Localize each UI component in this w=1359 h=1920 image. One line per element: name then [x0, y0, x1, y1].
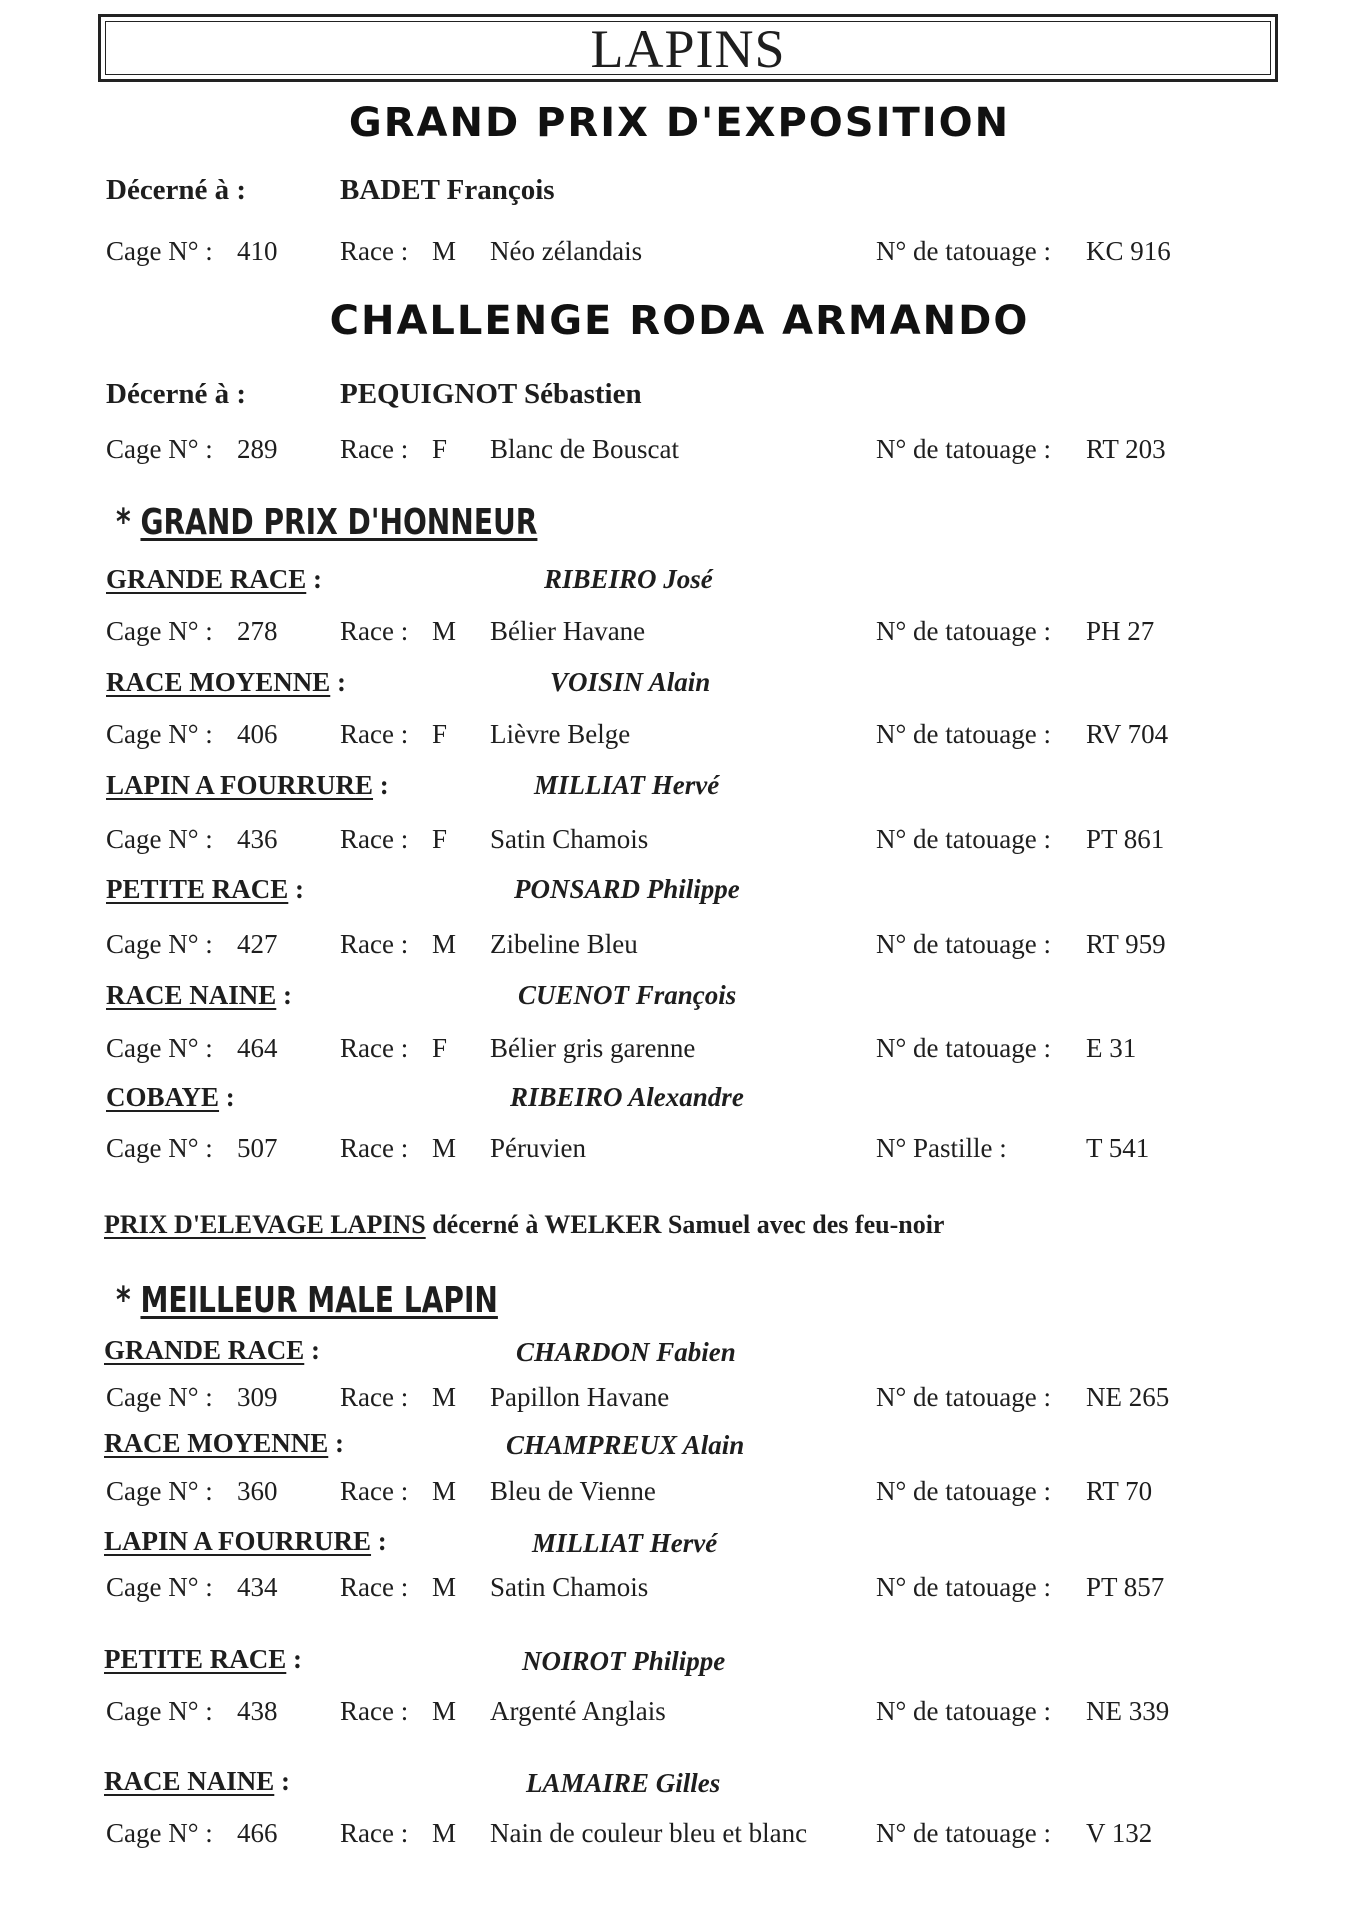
- entry-detail-row: [0, 616, 1359, 656]
- title-box: [98, 14, 1278, 82]
- winner-name: MILLIAT Hervé: [532, 1528, 718, 1558]
- tattoo-label: N° de tatouage :: [876, 1033, 1051, 1063]
- sex-value: F: [432, 824, 448, 854]
- winner-name: LAMAIRE Gilles: [526, 1768, 721, 1798]
- winner-name: VOISIN Alain: [550, 667, 711, 697]
- entry-detail-row: [0, 719, 1359, 759]
- tattoo-value: PT 861: [1086, 824, 1165, 854]
- winner-name: CHAMPREUX Alain: [506, 1430, 745, 1460]
- category-label: GRANDE RACE :: [106, 564, 323, 594]
- tattoo-label: N° de tatouage :: [876, 1476, 1051, 1506]
- grand-prix-exposition-heading: GRAND PRIX D'EXPOSITION: [348, 100, 1011, 146]
- elevage-prize-line: [104, 1210, 944, 1240]
- tattoo-value: T 541: [1086, 1133, 1150, 1163]
- challenge-winner-row: [0, 378, 1359, 418]
- sex-value: M: [432, 1133, 457, 1163]
- sex-value: F: [432, 434, 448, 464]
- cage-number: 507: [237, 1133, 278, 1163]
- challenge-detail-row: [0, 434, 1359, 474]
- tattoo-value: V 132: [1086, 1818, 1153, 1848]
- race-label: Race :: [340, 1476, 409, 1506]
- elevage-prize-title: PRIX D'ELEVAGE LAPINS: [104, 1210, 426, 1239]
- winner-name: PEQUIGNOT Sébastien: [340, 378, 642, 410]
- category-label: GRANDE RACE :: [104, 1335, 321, 1365]
- tattoo-label: N° de tatouage :: [876, 719, 1051, 749]
- breed-value: Argenté Anglais: [490, 1696, 666, 1726]
- race-label: Race :: [340, 434, 409, 464]
- cage-number: 360: [237, 1476, 278, 1506]
- breed-value: Bélier Havane: [490, 616, 646, 646]
- cage-label: Cage N° :: [106, 929, 213, 959]
- entry-detail-row: [0, 1818, 1359, 1858]
- tattoo-value: PT 857: [1086, 1572, 1165, 1602]
- awarded-label: Décerné à :: [106, 378, 247, 410]
- cage-label: Cage N° :: [106, 1382, 213, 1412]
- sex-value: M: [432, 1382, 457, 1412]
- breed-value: Blanc de Bouscat: [490, 434, 679, 464]
- cage-number: 434: [237, 1572, 278, 1602]
- grand-prix-exposition-winner-row: [0, 174, 1359, 214]
- category-label: RACE NAINE :: [104, 1766, 291, 1796]
- cage-number: 309: [237, 1382, 278, 1412]
- tattoo-value: RT 959: [1086, 929, 1166, 959]
- entry-detail-row: [0, 1133, 1359, 1173]
- tattoo-label: N° de tatouage :: [876, 1382, 1051, 1412]
- cage-number: 410: [237, 236, 278, 266]
- race-label: Race :: [340, 1382, 409, 1412]
- category-label: COBAYE :: [106, 1082, 235, 1112]
- awarded-label: Décerné à :: [106, 174, 247, 206]
- cage-label: Cage N° :: [106, 1033, 213, 1063]
- cage-label: Cage N° :: [106, 824, 213, 854]
- tattoo-value: PH 27: [1086, 616, 1155, 646]
- entry-detail-row: [0, 1476, 1359, 1516]
- entry-detail-row: [0, 1572, 1359, 1612]
- category-label: LAPIN A FOURRURE :: [104, 1526, 387, 1556]
- winner-name: CUENOT François: [518, 980, 737, 1010]
- winner-name: MILLIAT Hervé: [534, 770, 720, 800]
- cage-label: Cage N° :: [106, 434, 213, 464]
- breed-value: Papillon Havane: [490, 1382, 670, 1412]
- tattoo-value: RT 70: [1086, 1476, 1153, 1506]
- entry-detail-row: [0, 1033, 1359, 1073]
- winner-name: PONSARD Philippe: [514, 874, 740, 904]
- tattoo-value: KC 916: [1086, 236, 1171, 266]
- sex-value: M: [432, 1476, 457, 1506]
- breed-value: Bélier gris garenne: [490, 1033, 696, 1063]
- race-label: Race :: [340, 1696, 409, 1726]
- sex-value: M: [432, 616, 457, 646]
- breed-value: Satin Chamois: [490, 1572, 649, 1602]
- category-label: RACE MOYENNE :: [104, 1428, 345, 1458]
- race-label: Race :: [340, 236, 409, 266]
- winner-name: RIBEIRO Alexandre: [510, 1082, 744, 1112]
- grand-prix-honneur-heading: [116, 502, 537, 543]
- cage-number: 436: [237, 824, 278, 854]
- elevage-prize-detail: décerné à WELKER Samuel avec des feu-noir: [425, 1210, 945, 1239]
- entry-detail-row: [0, 824, 1359, 864]
- tattoo-label: N° de tatouage :: [876, 824, 1051, 854]
- tattoo-label: N° de tatouage :: [876, 1696, 1051, 1726]
- tattoo-label: N° de tatouage :: [876, 616, 1051, 646]
- winner-name: BADET François: [340, 174, 555, 206]
- cage-label: Cage N° :: [106, 1572, 213, 1602]
- cage-label: Cage N° :: [106, 1476, 213, 1506]
- tattoo-label: N° de tatouage :: [876, 1818, 1051, 1848]
- breed-value: Lièvre Belge: [490, 719, 631, 749]
- entry-detail-row: [0, 929, 1359, 969]
- tattoo-value: RT 203: [1086, 434, 1166, 464]
- tattoo-label: N° de tatouage :: [876, 929, 1051, 959]
- cage-label: Cage N° :: [106, 236, 213, 266]
- sex-value: M: [432, 1818, 457, 1848]
- winner-name: NOIROT Philippe: [522, 1646, 726, 1676]
- race-label: Race :: [340, 824, 409, 854]
- entry-detail-row: [0, 1696, 1359, 1736]
- cage-number: 278: [237, 616, 278, 646]
- tattoo-value: NE 339: [1086, 1696, 1170, 1726]
- section-title: MEILLEUR MALE LAPIN: [140, 1280, 498, 1321]
- tattoo-value: E 31: [1086, 1033, 1137, 1063]
- category-label: RACE NAINE :: [106, 980, 293, 1010]
- cage-number: 427: [237, 929, 278, 959]
- cage-label: Cage N° :: [106, 1133, 213, 1163]
- sex-value: F: [432, 1033, 448, 1063]
- bullet: *: [116, 502, 131, 543]
- breed-value: Satin Chamois: [490, 824, 649, 854]
- breed-value: Néo zélandais: [490, 236, 643, 266]
- sex-value: M: [432, 1572, 457, 1602]
- winner-name: CHARDON Fabien: [516, 1337, 736, 1367]
- sex-value: M: [432, 929, 457, 959]
- cage-number: 289: [237, 434, 278, 464]
- cage-label: Cage N° :: [106, 1696, 213, 1726]
- race-label: Race :: [340, 929, 409, 959]
- winner-name: RIBEIRO José: [544, 564, 713, 594]
- breed-value: Nain de couleur bleu et blanc: [490, 1818, 808, 1848]
- cage-number: 406: [237, 719, 278, 749]
- tattoo-label: N° Pastille :: [876, 1133, 1007, 1163]
- page-title: LAPINS: [590, 19, 786, 79]
- category-label: LAPIN A FOURRURE :: [106, 770, 389, 800]
- meilleur-male-heading: [116, 1280, 498, 1321]
- sex-value: F: [432, 719, 448, 749]
- tattoo-label: N° de tatouage :: [876, 1572, 1051, 1602]
- category-label: PETITE RACE :: [104, 1644, 303, 1674]
- breed-value: Péruvien: [490, 1133, 586, 1163]
- tattoo-label: N° de tatouage :: [876, 434, 1051, 464]
- category-label: RACE MOYENNE :: [106, 667, 347, 697]
- category-label: PETITE RACE :: [106, 874, 305, 904]
- grand-prix-exposition-detail-row: [0, 236, 1359, 276]
- tattoo-label: N° de tatouage :: [876, 236, 1051, 266]
- sex-value: M: [432, 1696, 457, 1726]
- cage-label: Cage N° :: [106, 719, 213, 749]
- race-label: Race :: [340, 616, 409, 646]
- race-label: Race :: [340, 1818, 409, 1848]
- race-label: Race :: [340, 1572, 409, 1602]
- cage-number: 438: [237, 1696, 278, 1726]
- cage-number: 464: [237, 1033, 278, 1063]
- race-label: Race :: [340, 1133, 409, 1163]
- race-label: Race :: [340, 719, 409, 749]
- tattoo-value: RV 704: [1086, 719, 1169, 749]
- tattoo-value: NE 265: [1086, 1382, 1170, 1412]
- race-label: Race :: [340, 1033, 409, 1063]
- cage-label: Cage N° :: [106, 616, 213, 646]
- breed-value: Bleu de Vienne: [490, 1476, 656, 1506]
- challenge-heading: CHALLENGE RODA ARMANDO: [329, 298, 1030, 344]
- sex-value: M: [432, 236, 457, 266]
- cage-number: 466: [237, 1818, 278, 1848]
- bullet: *: [116, 1280, 131, 1321]
- section-title: GRAND PRIX D'HONNEUR: [140, 502, 538, 543]
- cage-label: Cage N° :: [106, 1818, 213, 1848]
- breed-value: Zibeline Bleu: [490, 929, 638, 959]
- entry-detail-row: [0, 1382, 1359, 1422]
